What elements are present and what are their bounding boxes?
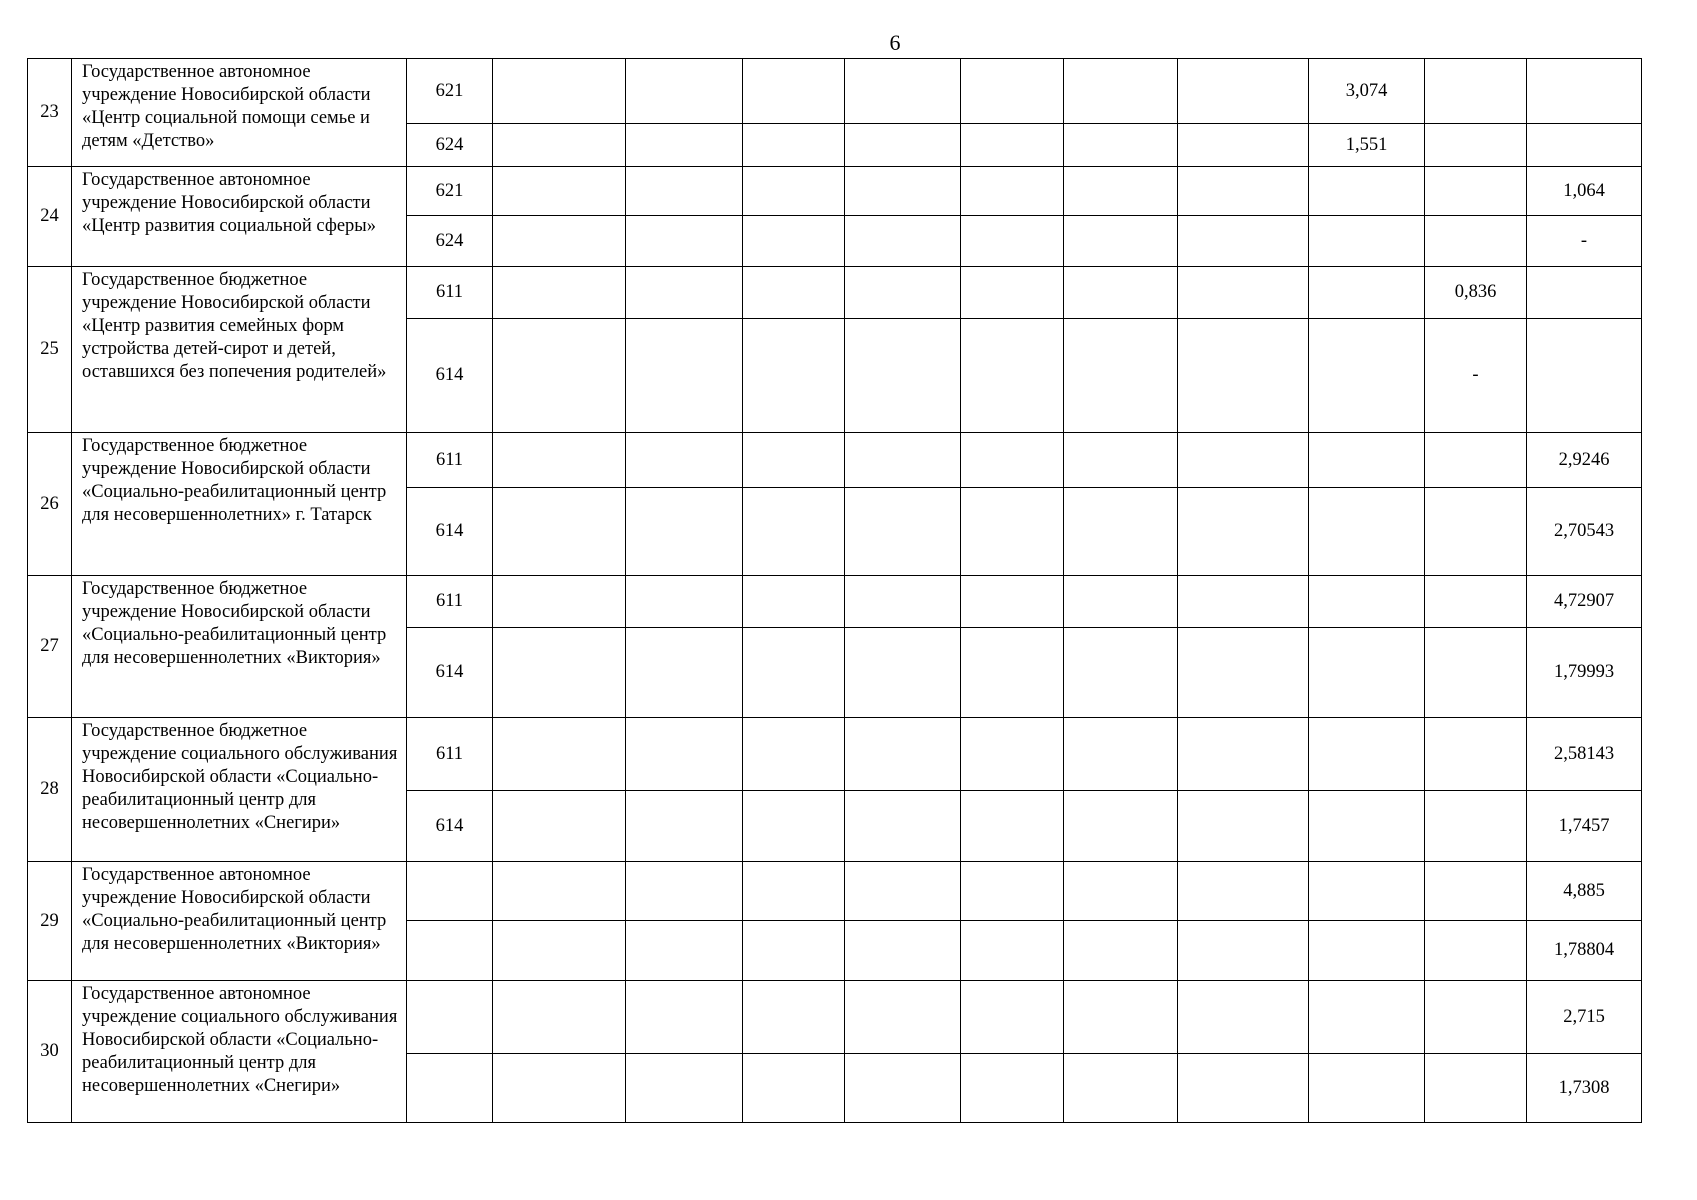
value-cell-c1 [493,1054,626,1123]
row-number: 26 [28,433,72,576]
value-cell-c1 [493,433,626,488]
row-number: 25 [28,267,72,433]
value-cell-c7 [1178,921,1309,981]
value-cell-c10 [1527,267,1642,319]
value-cell-c8 [1309,718,1425,791]
value-cell-c8 [1309,921,1425,981]
value-cell-c4 [845,1054,961,1123]
value-cell-c7 [1178,791,1309,862]
expense-code-cell: 614 [407,791,493,862]
value-cell-c10: 1,7308 [1527,1054,1642,1123]
value-cell-c1 [493,59,626,124]
value-cell-c2 [626,124,743,167]
value-cell-c9 [1425,124,1527,167]
value-cell-c10: 4,885 [1527,862,1642,921]
value-cell-c10: 1,78804 [1527,921,1642,981]
value-cell-c1 [493,981,626,1054]
value-cell-c3 [743,488,845,576]
value-cell-c3 [743,124,845,167]
value-cell-c10: 1,064 [1527,167,1642,216]
value-cell-c9 [1425,718,1527,791]
value-cell-c2 [626,488,743,576]
value-cell-c1 [493,216,626,267]
value-cell-c9 [1425,167,1527,216]
value-cell-c1 [493,628,626,718]
value-cell-c10 [1527,124,1642,167]
table-row [28,862,1642,921]
value-cell-c5 [961,1054,1064,1123]
row-number: 28 [28,718,72,862]
value-cell-c8 [1309,862,1425,921]
value-cell-c5 [961,981,1064,1054]
value-cell-c2 [626,1054,743,1123]
value-cell-c8 [1309,488,1425,576]
value-cell-c7 [1178,124,1309,167]
value-cell-c9 [1425,921,1527,981]
expense-code-cell: 621 [407,59,493,124]
row-number: 30 [28,981,72,1123]
value-cell-c10: 2,9246 [1527,433,1642,488]
value-cell-c9: - [1425,319,1527,433]
organization-name: Государственное бюджетное учреждение Новосибирской области «Центр развития семейных форм устройства детей-сирот и детей, оставшихся без попечения родителей» [72,267,407,433]
value-cell-c1 [493,319,626,433]
value-cell-c1 [493,718,626,791]
value-cell-c1 [493,167,626,216]
value-cell-c4 [845,576,961,628]
value-cell-c4 [845,862,961,921]
value-cell-c5 [961,576,1064,628]
value-cell-c7 [1178,1054,1309,1123]
value-cell-c9 [1425,433,1527,488]
expense-code-cell: 611 [407,718,493,791]
value-cell-c8 [1309,319,1425,433]
organization-name: Государственное бюджетное учреждение Новосибирской области «Социально-реабилитационный центр для несовершеннолетних «Виктория» [72,576,407,718]
value-cell-c1 [493,576,626,628]
value-cell-c5 [961,433,1064,488]
value-cell-c6 [1064,718,1178,791]
value-cell-c1 [493,488,626,576]
table-row [28,981,1642,1054]
value-cell-c4 [845,124,961,167]
value-cell-c5 [961,488,1064,576]
value-cell-c8: 3,074 [1309,59,1425,124]
value-cell-c4 [845,319,961,433]
value-cell-c10: 4,72907 [1527,576,1642,628]
value-cell-c7 [1178,862,1309,921]
value-cell-c6 [1064,1054,1178,1123]
value-cell-c3 [743,167,845,216]
value-cell-c6 [1064,167,1178,216]
value-cell-c4 [845,59,961,124]
value-cell-c5 [961,124,1064,167]
value-cell-c9 [1425,216,1527,267]
table-row [28,267,1642,319]
value-cell-c5 [961,267,1064,319]
value-cell-c8 [1309,1054,1425,1123]
value-cell-c4 [845,167,961,216]
value-cell-c10: 1,7457 [1527,791,1642,862]
value-cell-c8 [1309,167,1425,216]
value-cell-c3 [743,319,845,433]
table-row [28,576,1642,628]
value-cell-c7 [1178,628,1309,718]
expense-code-cell [407,921,493,981]
expense-code-cell [407,1054,493,1123]
value-cell-c2 [626,319,743,433]
value-cell-c6 [1064,124,1178,167]
value-cell-c4 [845,921,961,981]
value-cell-c2 [626,862,743,921]
value-cell-c4 [845,628,961,718]
value-cell-c3 [743,267,845,319]
value-cell-c2 [626,267,743,319]
organization-name: Государственное автономное учреждение Новосибирской области «Центр развития социальной сферы» [72,167,407,267]
value-cell-c9 [1425,981,1527,1054]
value-cell-c4 [845,267,961,319]
organization-name: Государственное бюджетное учреждение социального обслуживания Новосибирской области «Социально-реабилитационный центр для несовершеннолетних «Снегири» [72,718,407,862]
value-cell-c6 [1064,628,1178,718]
value-cell-c5 [961,791,1064,862]
value-cell-c3 [743,791,845,862]
value-cell-c2 [626,628,743,718]
value-cell-c7 [1178,433,1309,488]
value-cell-c3 [743,216,845,267]
value-cell-c1 [493,862,626,921]
value-cell-c5 [961,628,1064,718]
value-cell-c6 [1064,921,1178,981]
value-cell-c4 [845,433,961,488]
value-cell-c4 [845,981,961,1054]
value-cell-c3 [743,628,845,718]
value-cell-c10: 2,70543 [1527,488,1642,576]
expense-code-cell [407,862,493,921]
value-cell-c5 [961,59,1064,124]
value-cell-c3 [743,981,845,1054]
value-cell-c6 [1064,488,1178,576]
value-cell-c8: 1,551 [1309,124,1425,167]
organization-name: Государственное автономное учреждение Новосибирской области «Социально-реабилитационный центр для несовершеннолетних «Виктория» [72,862,407,981]
value-cell-c7 [1178,319,1309,433]
value-cell-c2 [626,791,743,862]
expense-code-cell: 624 [407,216,493,267]
value-cell-c5 [961,862,1064,921]
value-cell-c7 [1178,576,1309,628]
value-cell-c2 [626,921,743,981]
expense-code-cell: 614 [407,319,493,433]
value-cell-c7 [1178,718,1309,791]
value-cell-c6 [1064,791,1178,862]
expense-code-cell: 621 [407,167,493,216]
value-cell-c6 [1064,981,1178,1054]
value-cell-c5 [961,921,1064,981]
table-row [28,167,1642,216]
expense-code-cell: 611 [407,433,493,488]
value-cell-c1 [493,921,626,981]
value-cell-c2 [626,981,743,1054]
value-cell-c8 [1309,216,1425,267]
value-cell-c1 [493,267,626,319]
value-cell-c8 [1309,267,1425,319]
value-cell-c3 [743,921,845,981]
value-cell-c4 [845,488,961,576]
value-cell-c10: 1,79993 [1527,628,1642,718]
row-number: 29 [28,862,72,981]
value-cell-c4 [845,791,961,862]
value-cell-c9 [1425,628,1527,718]
value-cell-c9: 0,836 [1425,267,1527,319]
page-number: 6 [889,30,901,55]
value-cell-c1 [493,791,626,862]
value-cell-c6 [1064,433,1178,488]
value-cell-c2 [626,576,743,628]
value-cell-c7 [1178,167,1309,216]
value-cell-c10 [1527,319,1642,433]
value-cell-c9 [1425,488,1527,576]
value-cell-c7 [1178,216,1309,267]
table-row [28,59,1642,124]
value-cell-c2 [626,216,743,267]
value-cell-c7 [1178,59,1309,124]
value-cell-c9 [1425,791,1527,862]
value-cell-c3 [743,862,845,921]
value-cell-c8 [1309,628,1425,718]
value-cell-c3 [743,1054,845,1123]
value-cell-c5 [961,718,1064,791]
value-cell-c7 [1178,267,1309,319]
value-cell-c9 [1425,576,1527,628]
value-cell-c5 [961,167,1064,216]
value-cell-c8 [1309,433,1425,488]
value-cell-c3 [743,59,845,124]
value-cell-c1 [493,124,626,167]
value-cell-c10: 2,715 [1527,981,1642,1054]
value-cell-c10 [1527,59,1642,124]
organization-name: Государственное автономное учреждение социального обслуживания Новосибирской области «Социально-реабилитационный центр для несовершеннолетних «Снегири» [72,981,407,1123]
value-cell-c6 [1064,216,1178,267]
value-cell-c5 [961,319,1064,433]
value-cell-c6 [1064,59,1178,124]
value-cell-c5 [961,216,1064,267]
value-cell-c7 [1178,488,1309,576]
value-cell-c9 [1425,862,1527,921]
value-cell-c6 [1064,576,1178,628]
value-cell-c6 [1064,267,1178,319]
value-cell-c8 [1309,791,1425,862]
value-cell-c2 [626,718,743,791]
expense-code-cell: 614 [407,488,493,576]
funding-table [27,58,1642,1123]
value-cell-c3 [743,718,845,791]
expense-code-cell: 624 [407,124,493,167]
expense-code-cell [407,981,493,1054]
value-cell-c7 [1178,981,1309,1054]
value-cell-c2 [626,433,743,488]
expense-code-cell: 614 [407,628,493,718]
value-cell-c6 [1064,862,1178,921]
value-cell-c3 [743,433,845,488]
table-row [28,718,1642,791]
value-cell-c10: 2,58143 [1527,718,1642,791]
organization-name: Государственное автономное учреждение Новосибирской области «Центр социальной помощи семье и детям «Детство» [72,59,407,167]
organization-name: Государственное бюджетное учреждение Новосибирской области «Социально-реабилитационный центр для несовершеннолетних» г. Татарск [72,433,407,576]
value-cell-c9 [1425,1054,1527,1123]
value-cell-c9 [1425,59,1527,124]
value-cell-c10: - [1527,216,1642,267]
expense-code-cell: 611 [407,576,493,628]
value-cell-c8 [1309,981,1425,1054]
value-cell-c2 [626,59,743,124]
table-row [28,433,1642,488]
value-cell-c8 [1309,576,1425,628]
value-cell-c2 [626,167,743,216]
row-number: 24 [28,167,72,267]
expense-code-cell: 611 [407,267,493,319]
row-number: 23 [28,59,72,167]
value-cell-c6 [1064,319,1178,433]
value-cell-c4 [845,216,961,267]
value-cell-c3 [743,576,845,628]
value-cell-c4 [845,718,961,791]
row-number: 27 [28,576,72,718]
